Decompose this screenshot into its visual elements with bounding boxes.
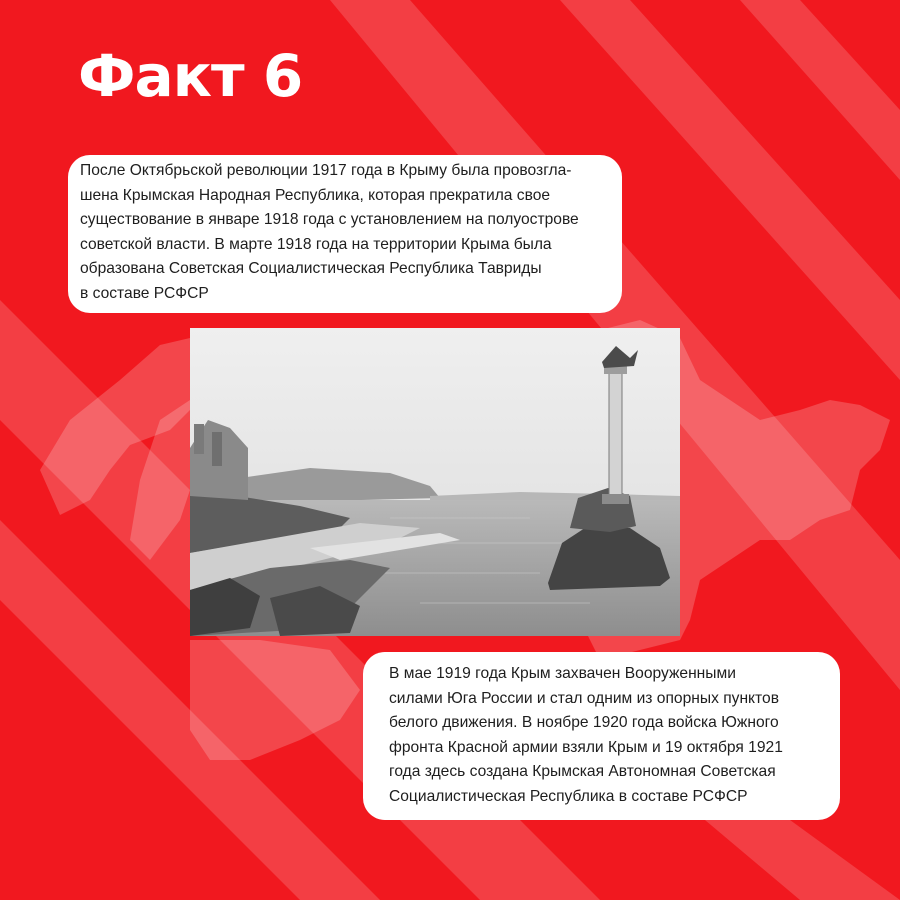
text-line: шена Крымская Народная Республика, которая прекратила свое	[80, 186, 551, 204]
fact-paragraph	[80, 159, 610, 307]
text-line: советской власти. В марте 1918 года на территории Крыма была	[80, 235, 552, 253]
text-line: В мае 1919 года Крым захвачен Вооруженными	[389, 665, 736, 682]
page-title: Факт 6	[78, 42, 303, 110]
text-line: в составе РСФСР	[80, 284, 209, 302]
text-line: существование в январе 1918 года с установлением на полуострове	[80, 211, 579, 229]
fact-text-card-top	[68, 155, 622, 313]
text-line: года здесь создана Крымская Автономная Советская	[389, 763, 776, 781]
text-line: образована Советская Социалистическая Республика Тавриды	[80, 260, 542, 278]
text-line: После Октябрьской революции 1917 года в Крыму была провозгла-	[80, 162, 572, 179]
text-line: Социалистическая Республика в составе РСФСР	[389, 787, 748, 805]
historical-photo	[190, 328, 680, 636]
fact-text-card-bottom	[363, 652, 840, 820]
text-line: белого движения. В ноябре 1920 года войска Южного	[389, 714, 779, 732]
fact-paragraph	[389, 662, 828, 810]
historical-photo-illustration	[190, 328, 680, 636]
text-line: силами Юга России и стал одним из опорных пунктов	[389, 689, 779, 707]
text-line: фронта Красной армии взяли Крым и 19 октября 1921	[389, 738, 783, 756]
